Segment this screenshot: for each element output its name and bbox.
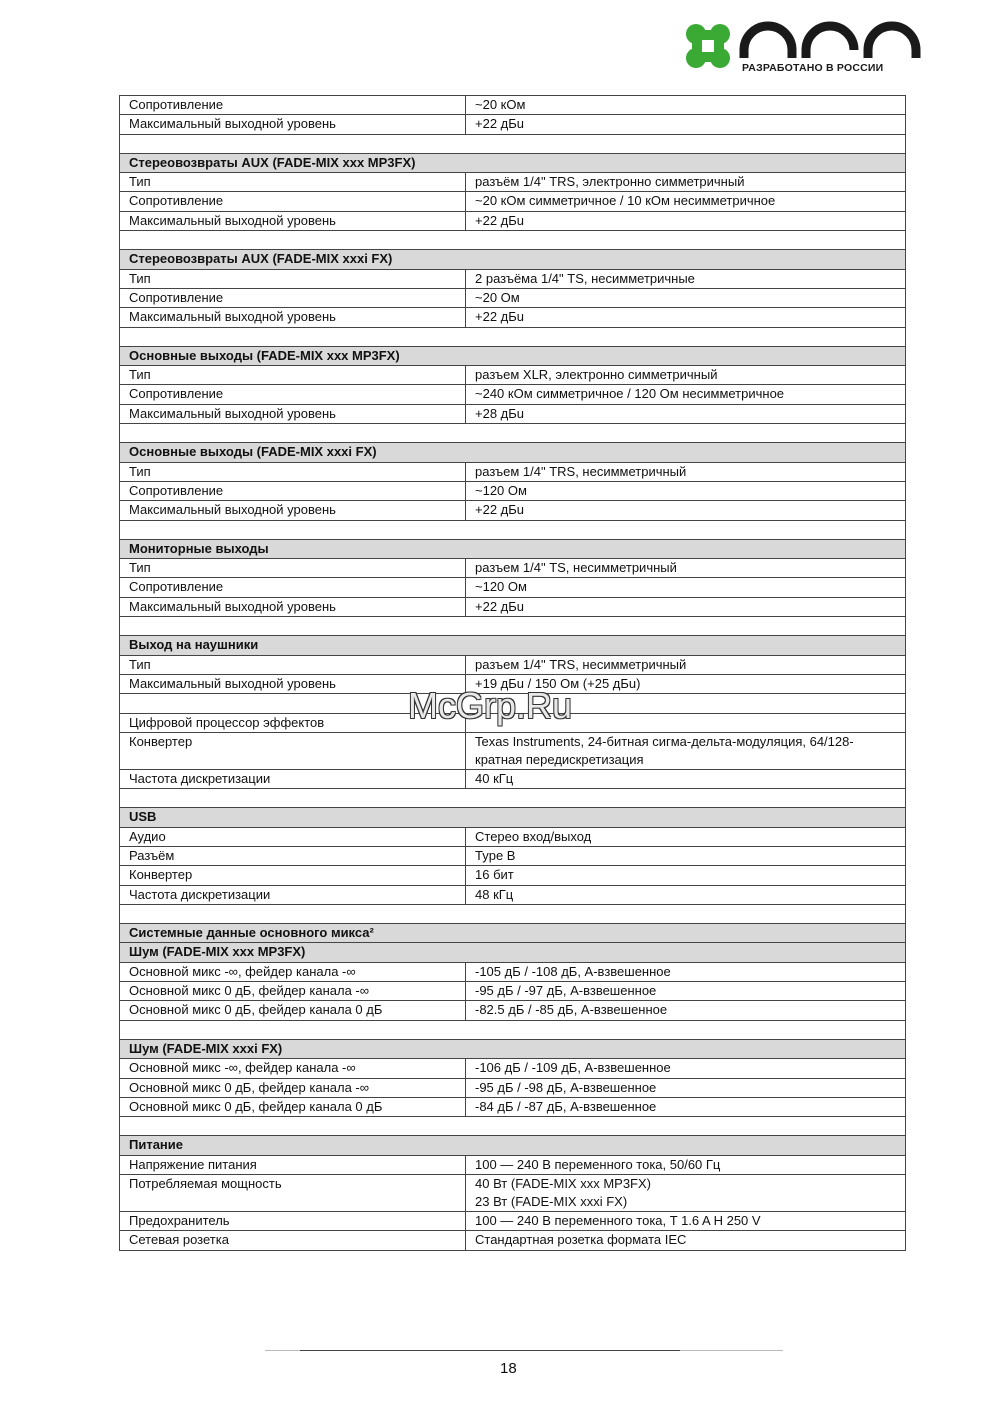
spacer-row	[120, 1117, 906, 1136]
param-name: Основной микс 0 дБ, фейдер канала 0 дБ	[120, 1001, 466, 1020]
spacer-cell	[120, 1020, 906, 1039]
spacer-cell	[120, 904, 906, 923]
spec-row	[120, 732, 906, 769]
spec-row	[120, 962, 906, 981]
section-header: Основные выходы (FADE-MIX xxx MP3FX)	[120, 346, 906, 365]
param-name: Сетевая розетка	[120, 1231, 466, 1250]
section-header-row	[120, 346, 906, 365]
param-name: Сопротивление	[120, 288, 466, 307]
param-value: +22 дБu	[466, 211, 906, 230]
param-name: Аудио	[120, 827, 466, 846]
param-name: Основной микс 0 дБ, фейдер канала 0 дБ	[120, 1097, 466, 1116]
param-value: +19 дБu / 150 Ом (+25 дБu)	[466, 674, 906, 693]
spec-row	[120, 308, 906, 327]
param-name: Сопротивление	[120, 192, 466, 211]
spec-row	[120, 1059, 906, 1078]
param-name: Сопротивление	[120, 481, 466, 500]
spec-row	[120, 1231, 906, 1250]
spec-row	[120, 288, 906, 307]
spacer-cell	[120, 424, 906, 443]
spec-row	[120, 866, 906, 885]
param-name: Предохранитель	[120, 1212, 466, 1231]
param-value: разъём 1/4" TRS, электронно симметричный	[466, 173, 906, 192]
section-header: Питание	[120, 1136, 906, 1155]
section-header-row	[120, 1039, 906, 1058]
spec-row	[120, 1212, 906, 1231]
spec-row	[120, 769, 906, 788]
section-header-row	[120, 943, 906, 962]
param-value: +22 дБu	[466, 308, 906, 327]
param-value: -95 дБ / -97 дБ, А-взвешенное	[466, 982, 906, 1001]
param-name: Максимальный выходной уровень	[120, 597, 466, 616]
clover-icon	[686, 24, 730, 68]
section-header: Выход на наушники	[120, 636, 906, 655]
param-value: +22 дБu	[466, 501, 906, 520]
logo-tagline: РАЗРАБОТАНО В РОССИИ	[742, 62, 884, 74]
param-name: Потребляемая мощность	[120, 1175, 466, 1212]
spacer-row	[120, 789, 906, 808]
param-value: ~20 кОм симметричное / 10 кОм несимметричное	[466, 192, 906, 211]
param-name: Максимальный выходной уровень	[120, 211, 466, 230]
param-name: Тип	[120, 173, 466, 192]
param-value: -106 дБ / -109 дБ, А-взвешенное	[466, 1059, 906, 1078]
spacer-cell	[120, 789, 906, 808]
spacer-row	[120, 617, 906, 636]
section-header-row	[120, 153, 906, 172]
param-value: 40 кГц	[466, 769, 906, 788]
param-name: Разъём	[120, 846, 466, 865]
param-value: -82.5 дБ / -85 дБ, А-взвешенное	[466, 1001, 906, 1020]
param-name: Тип	[120, 269, 466, 288]
spec-row	[120, 578, 906, 597]
spec-table-body	[120, 96, 906, 1251]
param-value: Texas Instruments, 24-битная сигма-дельта-модуляция, 64/128-кратная передискретизация	[466, 732, 906, 769]
param-name: Конвертер	[120, 732, 466, 769]
spec-row	[120, 404, 906, 423]
param-value: Type B	[466, 846, 906, 865]
spec-row	[120, 481, 906, 500]
param-value: -84 дБ / -87 дБ, А-взвешенное	[466, 1097, 906, 1116]
param-value: +22 дБu	[466, 597, 906, 616]
param-name: Тип	[120, 655, 466, 674]
watermark: McGrp.Ru	[408, 685, 573, 726]
section-header-row	[120, 808, 906, 827]
param-name: Сопротивление	[120, 578, 466, 597]
param-value: 16 бит	[466, 866, 906, 885]
spec-row	[120, 1097, 906, 1116]
spec-row	[120, 1155, 906, 1174]
section-header: Стереовозвраты AUX (FADE-MIX xxx MP3FX)	[120, 153, 906, 172]
param-name: Максимальный выходной уровень	[120, 404, 466, 423]
param-name: Основной микс -∞, фейдер канала -∞	[120, 1059, 466, 1078]
param-name: Конвертер	[120, 866, 466, 885]
spacer-row	[120, 327, 906, 346]
param-value: +22 дБu	[466, 115, 906, 134]
section-header: Мониторные выходы	[120, 539, 906, 558]
spec-table	[119, 95, 906, 1251]
section-header: Основные выходы (FADE-MIX xxxi FX)	[120, 443, 906, 462]
section-header-row	[120, 250, 906, 269]
param-name: Тип	[120, 462, 466, 481]
section-header: Стереовозвраты AUX (FADE-MIX xxxi FX)	[120, 250, 906, 269]
spacer-cell	[120, 231, 906, 250]
param-value: 48 кГц	[466, 885, 906, 904]
spec-row	[120, 1175, 906, 1212]
spacer-cell	[120, 1117, 906, 1136]
spec-row	[120, 1001, 906, 1020]
param-value: Стандартная розетка формата IEC	[466, 1231, 906, 1250]
param-value: Стерео вход/выход	[466, 827, 906, 846]
footer-divider-accent	[300, 1350, 680, 1351]
spec-row	[120, 846, 906, 865]
spec-row	[120, 501, 906, 520]
param-value: разъем 1/4" TRS, несимметричный	[466, 655, 906, 674]
param-value: +28 дБu	[466, 404, 906, 423]
param-value: ~20 Ом	[466, 288, 906, 307]
param-value: -105 дБ / -108 дБ, А-взвешенное	[466, 962, 906, 981]
spacer-cell	[120, 134, 906, 153]
param-name: Сопротивление	[120, 96, 466, 115]
param-name: Сопротивление	[120, 385, 466, 404]
spacer-cell	[120, 327, 906, 346]
param-name: Максимальный выходной уровень	[120, 115, 466, 134]
spec-row	[120, 173, 906, 192]
param-name: Тип	[120, 366, 466, 385]
section-header: Шум (FADE-MIX xxx MP3FX)	[120, 943, 906, 962]
spec-row	[120, 211, 906, 230]
param-value: -95 дБ / -98 дБ, А-взвешенное	[466, 1078, 906, 1097]
section-header-row	[120, 1136, 906, 1155]
section-header-row	[120, 539, 906, 558]
param-name: Основной микс -∞, фейдер канала -∞	[120, 962, 466, 981]
param-value: 100 — 240 В переменного тока, T 1.6 A H 250 V	[466, 1212, 906, 1231]
spec-row	[120, 462, 906, 481]
param-name: Максимальный выходной уровень	[120, 501, 466, 520]
param-value: 40 Вт (FADE-MIX xxx MP3FX) 23 Вт (FADE-MIX xxxi FX)	[466, 1175, 906, 1212]
spec-row	[120, 385, 906, 404]
param-value: 100 — 240 В переменного тока, 50/60 Гц	[466, 1155, 906, 1174]
spec-row	[120, 559, 906, 578]
param-name: Максимальный выходной уровень	[120, 674, 466, 693]
spacer-row	[120, 424, 906, 443]
section-header-row	[120, 924, 906, 943]
param-value: ~240 кОм симметричное / 120 Ом несимметричное	[466, 385, 906, 404]
param-name: Тип	[120, 559, 466, 578]
spacer-row	[120, 904, 906, 923]
spec-row	[120, 115, 906, 134]
param-name: Основной микс 0 дБ, фейдер канала -∞	[120, 1078, 466, 1097]
param-value: разъем XLR, электронно симметричный	[466, 366, 906, 385]
spec-row	[120, 192, 906, 211]
param-name: Максимальный выходной уровень	[120, 308, 466, 327]
section-header: Шум (FADE-MIX xxxi FX)	[120, 1039, 906, 1058]
section-header: USB	[120, 808, 906, 827]
param-name: Частота дискретизации	[120, 769, 466, 788]
spec-row	[120, 269, 906, 288]
spec-row	[120, 96, 906, 115]
section-header: Системные данные основного микса²	[120, 924, 906, 943]
eco-wordmark	[744, 26, 916, 58]
spec-row	[120, 597, 906, 616]
section-header-row	[120, 443, 906, 462]
spec-row	[120, 1078, 906, 1097]
section-header-row	[120, 636, 906, 655]
param-name: Напряжение питания	[120, 1155, 466, 1174]
param-name: Цифровой процессор эффектов	[120, 713, 466, 732]
spacer-row	[120, 231, 906, 250]
param-value: 2 разъёма 1/4" TS, несимметричные	[466, 269, 906, 288]
param-value: ~120 Ом	[466, 481, 906, 500]
spacer-cell	[120, 520, 906, 539]
param-value: разъем 1/4" TRS, несимметричный	[466, 462, 906, 481]
page-number: 18	[500, 1360, 517, 1377]
param-value: ~20 кОм	[466, 96, 906, 115]
spec-row	[120, 655, 906, 674]
spacer-row	[120, 134, 906, 153]
param-value: ~120 Ом	[466, 578, 906, 597]
param-name: Основной микс 0 дБ, фейдер канала -∞	[120, 982, 466, 1001]
param-value: разъем 1/4" TS, несимметричный	[466, 559, 906, 578]
spec-row	[120, 885, 906, 904]
spacer-row	[120, 520, 906, 539]
spec-row	[120, 366, 906, 385]
spacer-cell	[120, 617, 906, 636]
spacer-row	[120, 1020, 906, 1039]
param-name: Частота дискретизации	[120, 885, 466, 904]
spec-row	[120, 982, 906, 1001]
spec-row	[120, 827, 906, 846]
